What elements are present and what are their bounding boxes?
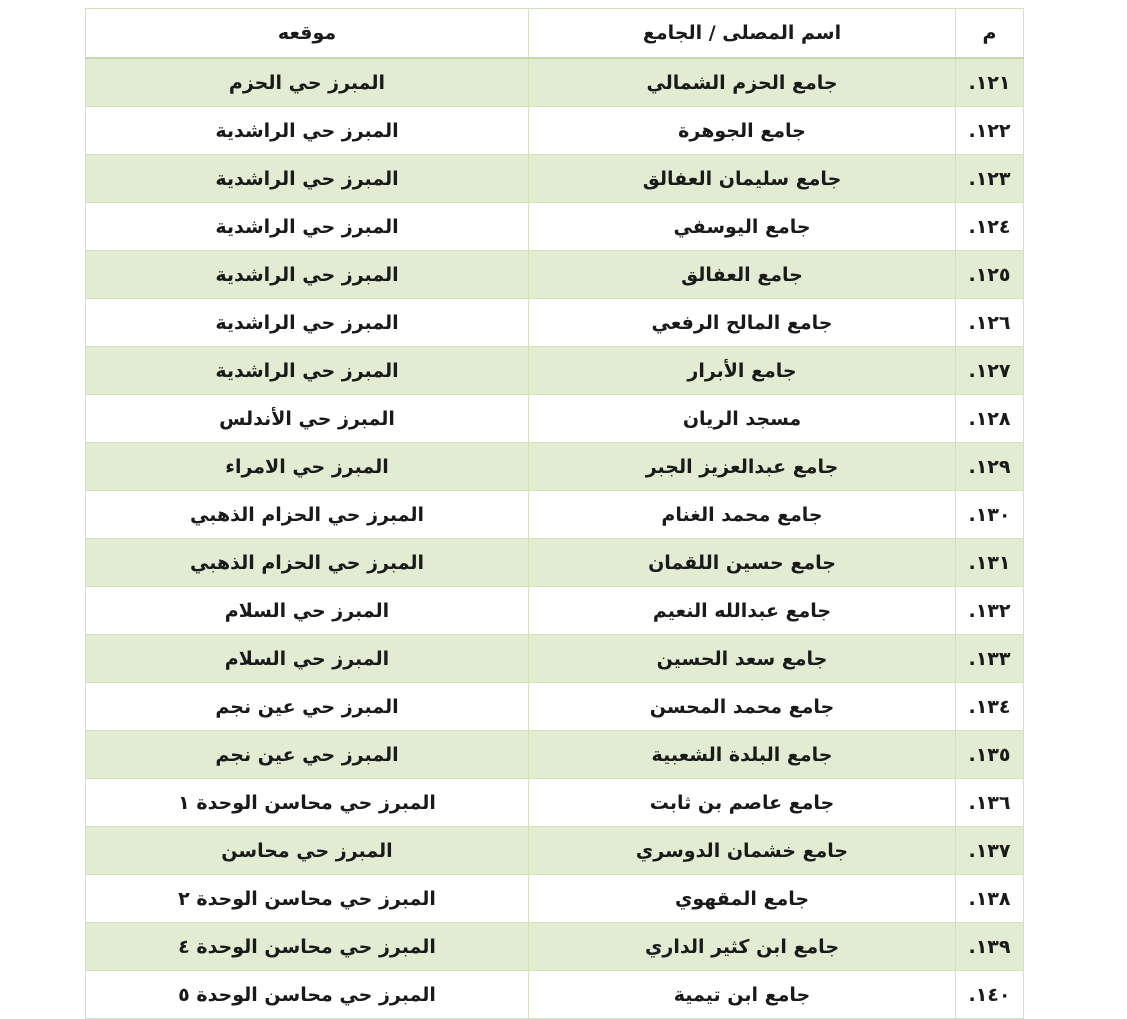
table-row (86, 58, 1024, 107)
row-mosque-name: جامع عبدالعزيز الجبر (529, 443, 956, 491)
row-number: ١٣٧. (956, 827, 1024, 875)
table-row (86, 683, 1024, 731)
row-location: المبرز حي الحزام الذهبي (86, 539, 529, 587)
header-mosque-name: اسم المصلى / الجامع (529, 9, 956, 59)
row-number: ١٣٢. (956, 587, 1024, 635)
row-mosque-name: جامع البلدة الشعبية (529, 731, 956, 779)
row-location: المبرز حي محاسن الوحدة ٥ (86, 971, 529, 1019)
row-mosque-name: جامع المالح الرفعي (529, 299, 956, 347)
row-location: المبرز حي الراشدية (86, 347, 529, 395)
row-number: ١٢٩. (956, 443, 1024, 491)
row-number: ١٢١. (956, 58, 1024, 107)
table-row (86, 299, 1024, 347)
table-row (86, 155, 1024, 203)
row-mosque-name: جامع ابن تيمية (529, 971, 956, 1019)
row-number: ١٤٠. (956, 971, 1024, 1019)
row-mosque-name: جامع اليوسفي (529, 203, 956, 251)
header-number: م (956, 9, 1024, 59)
row-location: المبرز حي الراشدية (86, 299, 529, 347)
row-location: المبرز حي السلام (86, 587, 529, 635)
row-number: ١٢٣. (956, 155, 1024, 203)
table-row (86, 827, 1024, 875)
table-row (86, 107, 1024, 155)
row-number: ١٣١. (956, 539, 1024, 587)
row-mosque-name: جامع خشمان الدوسري (529, 827, 956, 875)
table-row (86, 587, 1024, 635)
row-location: المبرز حي الراشدية (86, 107, 529, 155)
table-row (86, 347, 1024, 395)
row-number: ١٣٠. (956, 491, 1024, 539)
row-location: المبرز حي السلام (86, 635, 529, 683)
row-location: المبرز حي محاسن (86, 827, 529, 875)
row-mosque-name: جامع الأبرار (529, 347, 956, 395)
row-number: ١٢٢. (956, 107, 1024, 155)
row-location: المبرز حي محاسن الوحدة ١ (86, 779, 529, 827)
table-row (86, 875, 1024, 923)
table-row (86, 395, 1024, 443)
table-row (86, 923, 1024, 971)
table-row (86, 779, 1024, 827)
row-number: ١٢٧. (956, 347, 1024, 395)
row-location: المبرز حي الحزام الذهبي (86, 491, 529, 539)
row-location: المبرز حي الراشدية (86, 155, 529, 203)
row-location: المبرز حي الأندلس (86, 395, 529, 443)
row-number: ١٣٤. (956, 683, 1024, 731)
row-location: المبرز حي عين نجم (86, 683, 529, 731)
row-location: المبرز حي الراشدية (86, 251, 529, 299)
row-mosque-name: جامع محمد الغنام (529, 491, 956, 539)
row-location: المبرز حي عين نجم (86, 731, 529, 779)
row-location: المبرز حي الامراء (86, 443, 529, 491)
row-number: ١٣٣. (956, 635, 1024, 683)
row-location: المبرز حي محاسن الوحدة ٤ (86, 923, 529, 971)
row-mosque-name: جامع محمد المحسن (529, 683, 956, 731)
table-row (86, 443, 1024, 491)
row-location: المبرز حي محاسن الوحدة ٢ (86, 875, 529, 923)
row-number: ١٢٤. (956, 203, 1024, 251)
table-row (86, 971, 1024, 1019)
row-mosque-name: جامع المقهوي (529, 875, 956, 923)
row-number: ١٢٨. (956, 395, 1024, 443)
table-body (86, 58, 1024, 1019)
row-number: ١٢٦. (956, 299, 1024, 347)
row-number: ١٢٥. (956, 251, 1024, 299)
row-mosque-name: جامع ابن كثير الداري (529, 923, 956, 971)
row-mosque-name: جامع الجوهرة (529, 107, 956, 155)
row-location: المبرز حي الحزم (86, 58, 529, 107)
row-mosque-name: جامع العفالق (529, 251, 956, 299)
row-number: ١٣٩. (956, 923, 1024, 971)
header-location: موقعه (86, 9, 529, 59)
row-mosque-name: مسجد الريان (529, 395, 956, 443)
table-row (86, 251, 1024, 299)
table-row (86, 635, 1024, 683)
table-row (86, 539, 1024, 587)
table-row (86, 731, 1024, 779)
row-mosque-name: جامع عاصم بن ثابت (529, 779, 956, 827)
row-number: ١٣٦. (956, 779, 1024, 827)
row-mosque-name: جامع حسين اللقمان (529, 539, 956, 587)
table-row (86, 203, 1024, 251)
header-row (86, 9, 1024, 59)
row-mosque-name: جامع الحزم الشمالي (529, 58, 956, 107)
row-mosque-name: جامع سعد الحسين (529, 635, 956, 683)
mosque-table-container (85, 8, 1023, 1019)
table-header (86, 9, 1024, 59)
row-number: ١٣٨. (956, 875, 1024, 923)
mosque-table (85, 8, 1024, 1019)
row-number: ١٣٥. (956, 731, 1024, 779)
row-location: المبرز حي الراشدية (86, 203, 529, 251)
table-row (86, 491, 1024, 539)
row-mosque-name: جامع عبدالله النعيم (529, 587, 956, 635)
row-mosque-name: جامع سليمان العفالق (529, 155, 956, 203)
